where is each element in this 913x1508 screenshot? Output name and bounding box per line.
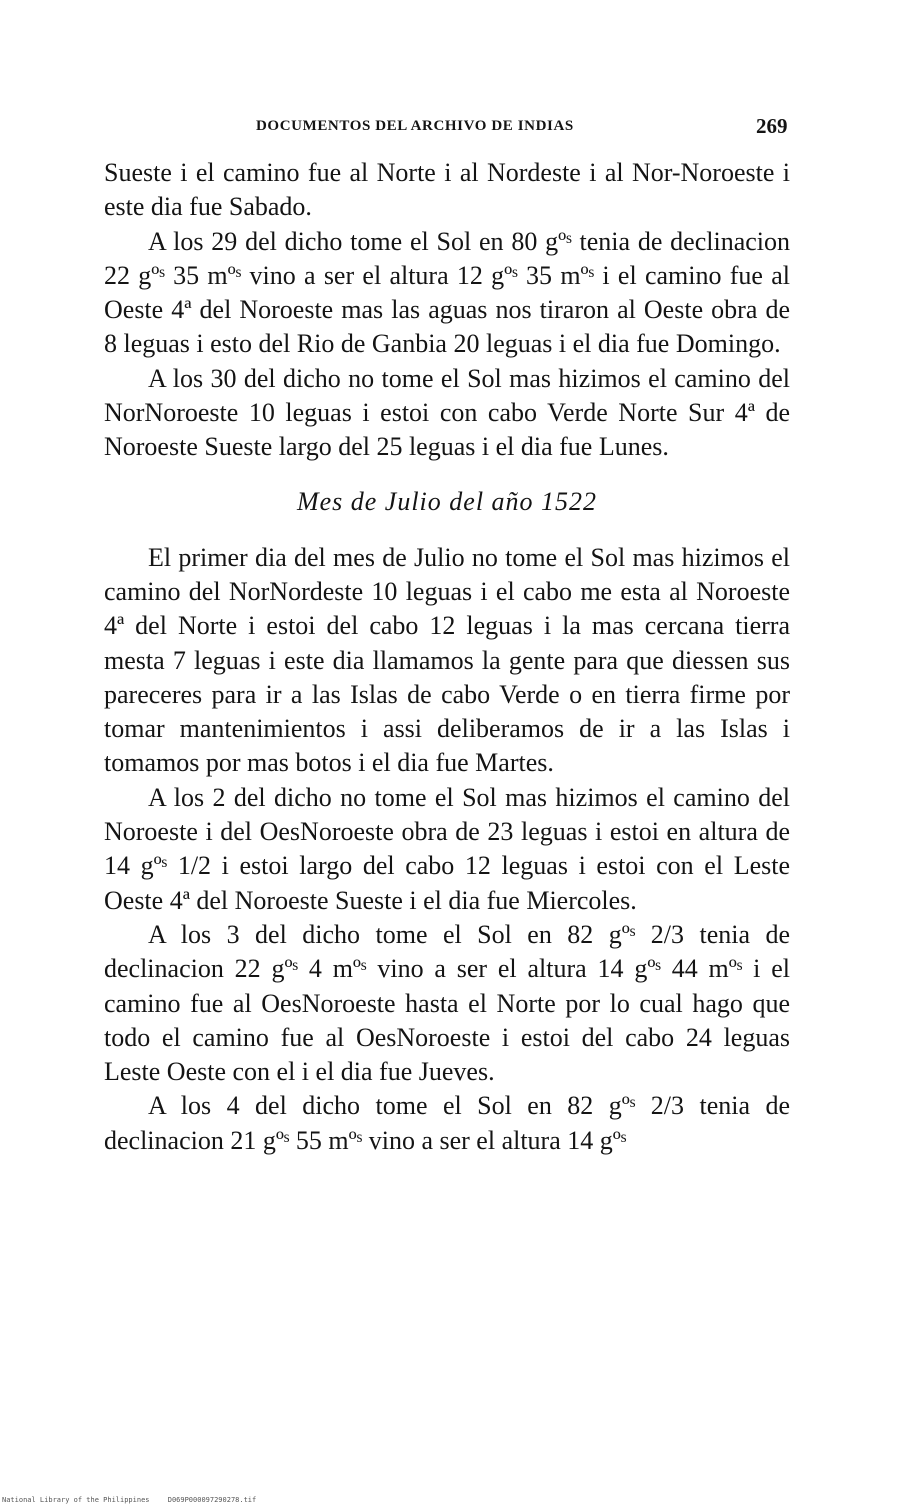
paragraph-3: A los 30 del dicho no tome el Sol mas hizimos el camino del NorNoroeste 10 leguas i estoi con cabo Verde Norte Sur 4ª de Noroeste Sueste largo del 25 leguas i el dia fue Lunes.: [104, 363, 790, 462]
footer-file: D069P000097290278.tif: [167, 1496, 257, 1504]
paragraph-7: A los 4 del dicho tome el Sol en 82 gºˢ 2/3 tenia de declinacion 21 gºˢ 55 mºˢ vino a ser el altura 14 gºˢ: [104, 1091, 790, 1155]
paragraph-6: A los 3 del dicho tome el Sol en 82 gºˢ 2/3 tenia de declinacion 22 gºˢ 4 mºˢ vino a ser el altura 14 gºˢ 44 mºˢ i el camino fue al OesNoroeste hasta el Norte por lo cual hago que todo el camino fue al OesNoroeste i estoi del cabo 24 leguas Leste Oeste con el i el dia fue Jueves.: [104, 919, 790, 1087]
section-heading: Mes de Julio del año 1522: [296, 486, 598, 516]
paragraph-5: A los 2 del dicho no tome el Sol mas hizimos el camino del Noroeste i del OesNoroeste obra de 23 leguas i estoi en altura de 14 gºˢ 1/2 i estoi largo del cabo 12 leguas i estoi con el Leste Oeste 4ª del Noroeste Sueste i el dia fue Miercoles.: [104, 782, 790, 915]
scan-footer: [2, 1496, 256, 1504]
paragraph-2: A los 29 del dicho tome el Sol en 80 gºˢ tenia de declinacion 22 gºˢ 35 mºˢ vino a ser el altura 12 gºˢ 35 mºˢ i el camino fue al Oeste 4ª del Noroeste mas las aguas nos tiraron al Oeste obra de 8 leguas i esto del Rio de Ganbia 20 leguas i el dia fue Domingo.: [104, 226, 790, 359]
paragraph-1: Sueste i el camino fue al Norte i al Nordeste i al Nor-Noroeste i este dia fue Sabado.: [104, 158, 790, 222]
footer-library: National Library of the Philippines: [2, 1496, 150, 1504]
running-head: DOCUMENTOS DEL ARCHIVO DE INDIAS: [256, 118, 574, 134]
paragraph-4: El primer dia del mes de Julio no tome el Sol mas hizimos el camino del NorNordeste 10 leguas i el cabo me esta al Noroeste 4ª del Norte i estoi del cabo 12 leguas i la mas cercana tierra mesta 7 leguas i este dia llamamos la gente para que diessen sus pareceres para ir a las Islas de cabo Verde o en tierra firme por tomar mantenimientos i assi deliberamos de ir a las Islas i tomamos por mas botos i el dia fue Martes.: [104, 542, 790, 778]
body-text: [104, 156, 790, 1158]
page-number: 269: [756, 114, 788, 138]
